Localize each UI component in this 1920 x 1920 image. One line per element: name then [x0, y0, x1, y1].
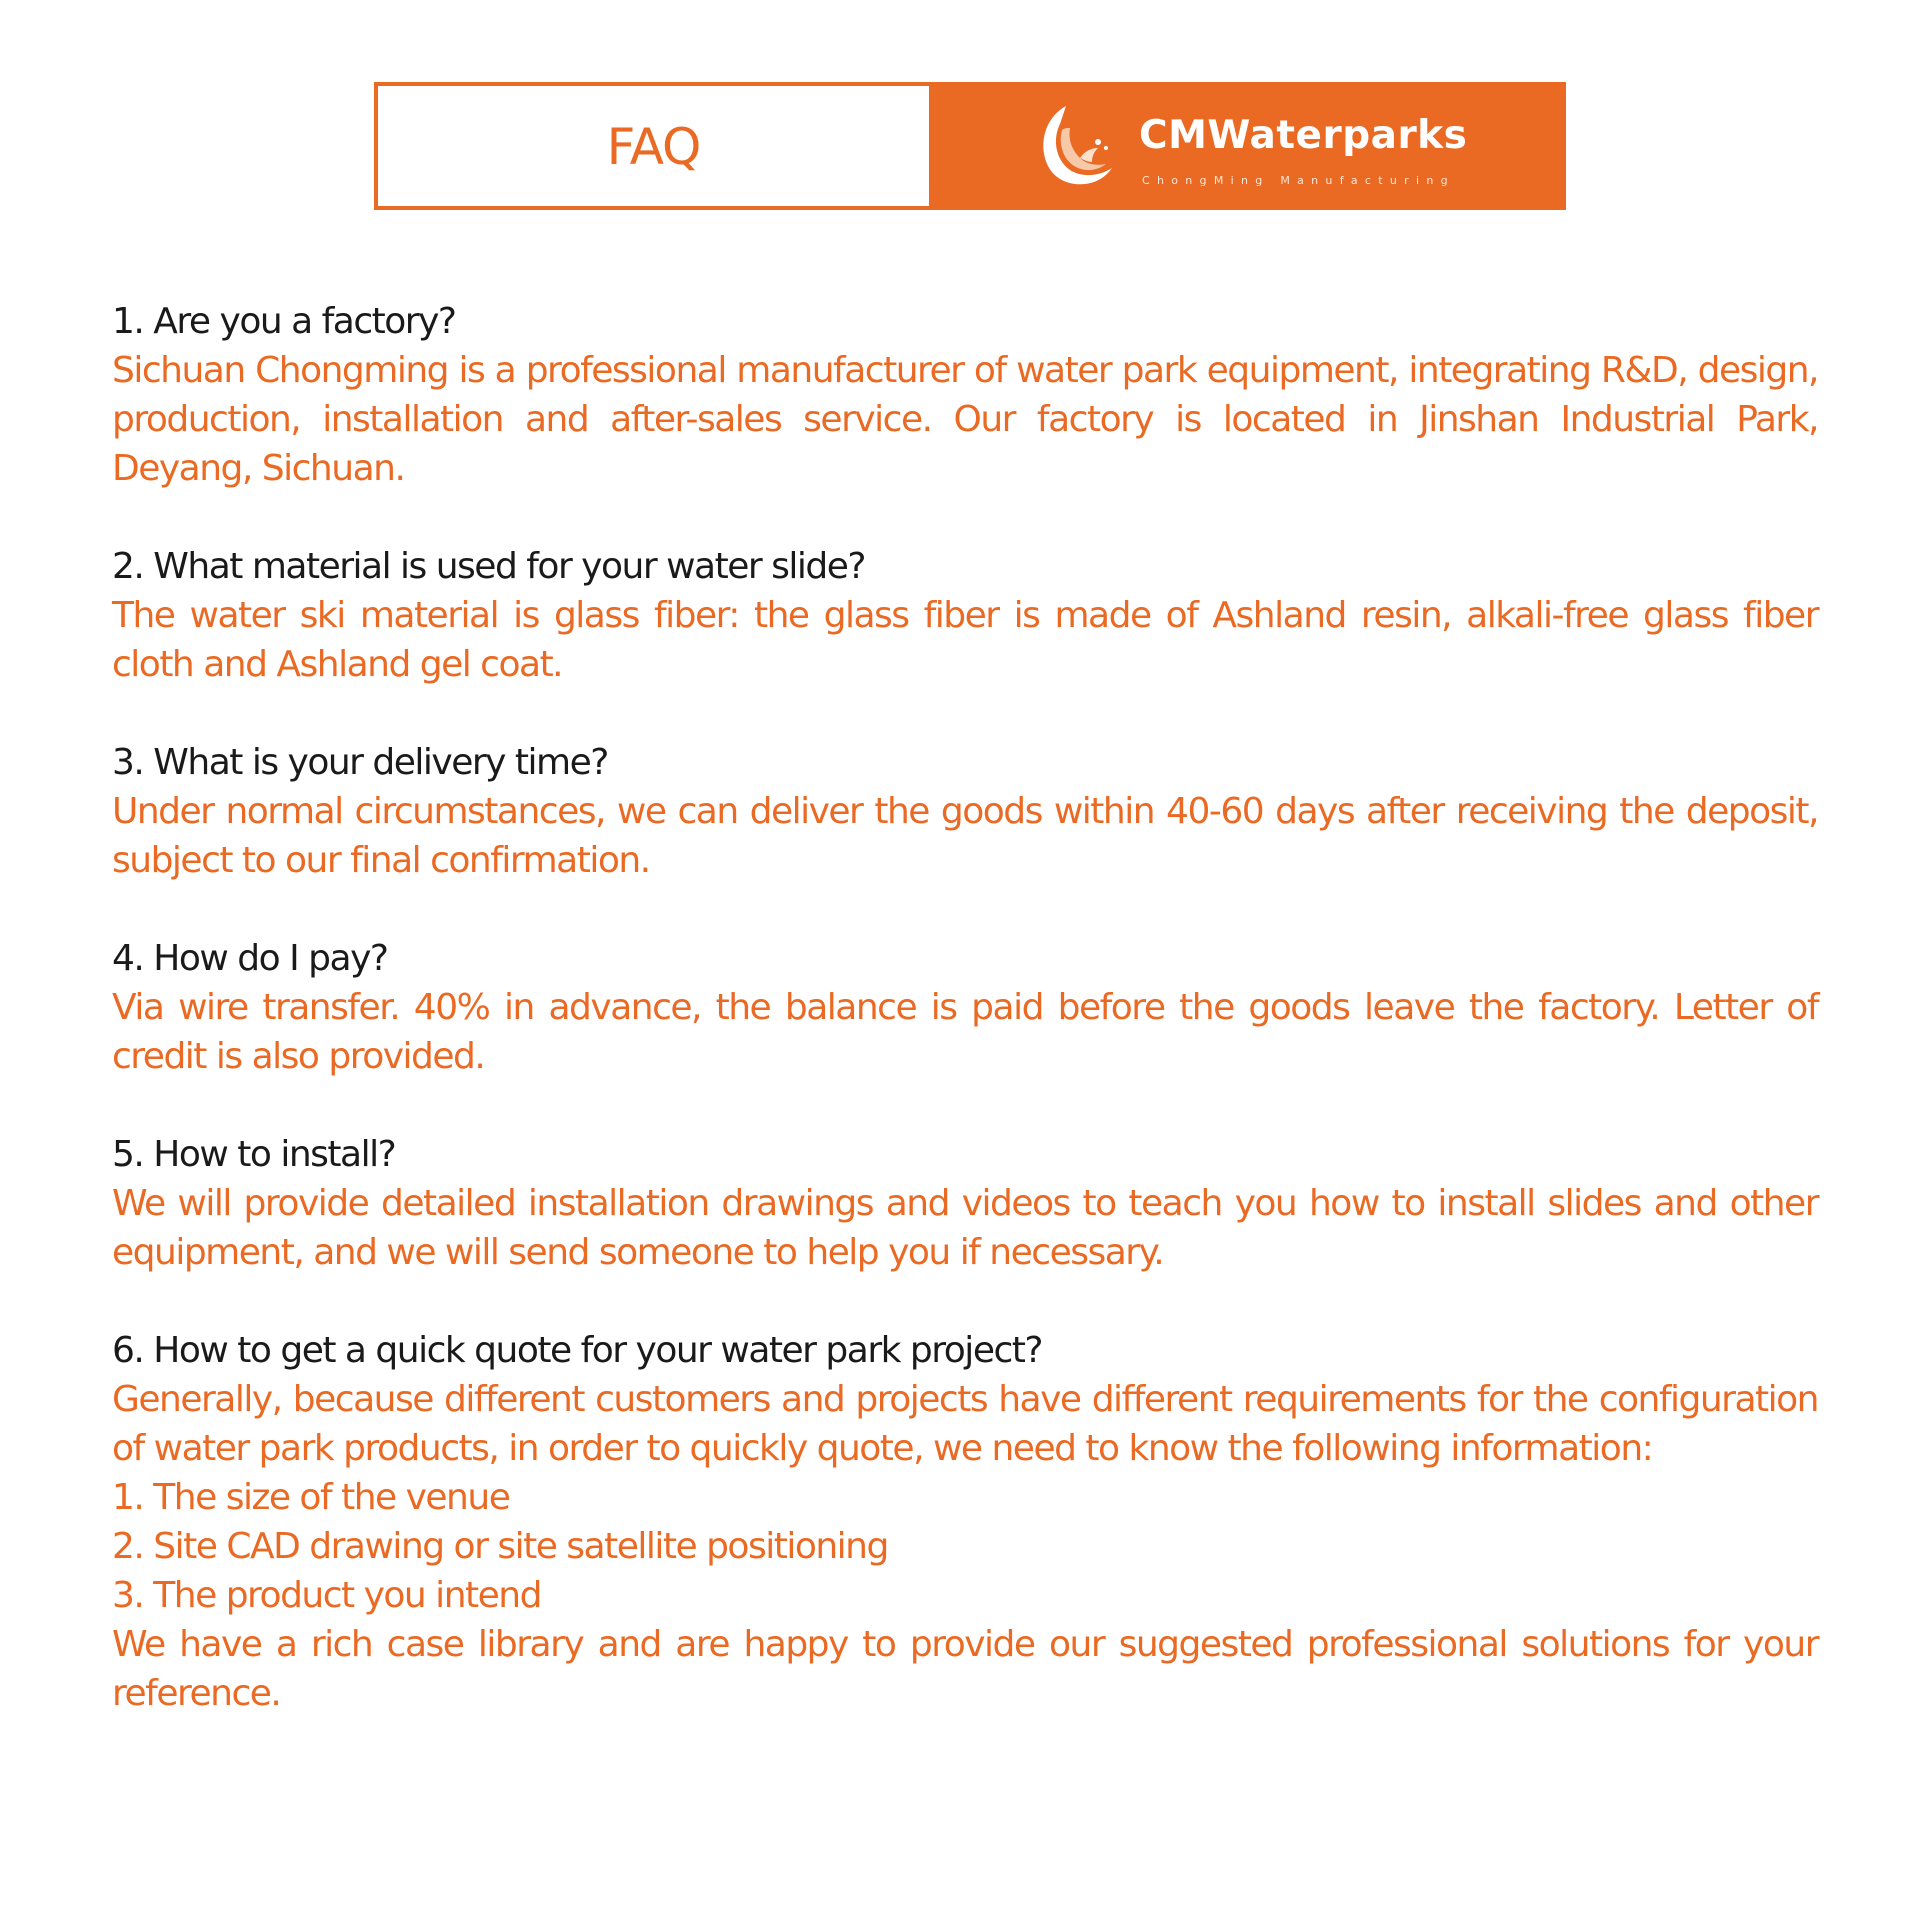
faq-item [112, 738, 1818, 885]
faq-answer-list-item: 2. Site CAD drawing or site satellite positioning [112, 1526, 888, 1567]
faq-answer-outro: We have a rich case library and are happy to provide our suggested professional solutions for your reference. [112, 1624, 1818, 1714]
faq-question: 5. How to install? [112, 1134, 396, 1175]
faq-answer: Under normal circumstances, we can deliver the goods within 40-60 days after receiving the deposit, subject to our final confirmation. [112, 791, 1818, 881]
faq-answer: Sichuan Chongming is a professional manufacturer of water park equipment, integrating R&D, design, production, installation and after-sales service. Our factory is located in Jinshan Industrial Park, Deyang, Sichuan. [112, 350, 1818, 489]
faq-question: 3. What is your delivery time? [112, 742, 608, 783]
brand-tagline: ChongMing Manufacturing [1142, 174, 1455, 187]
faq-item [112, 934, 1818, 1081]
faq-answer: The water ski material is glass fiber: the glass fiber is made of Ashland resin, alkali-free glass fiber cloth and Ashland gel coat. [112, 595, 1818, 685]
faq-item [112, 1326, 1818, 1718]
brand-box [933, 82, 1566, 210]
page-title: FAQ [606, 118, 701, 176]
faq-answer-intro: Generally, because different customers and projects have different requirements for the configuration of water park products, in order to quickly quote, we need to know the following information: [112, 1379, 1818, 1469]
faq-answer: Via wire transfer. 40% in advance, the balance is paid before the goods leave the factory. Letter of credit is also provided. [112, 987, 1818, 1077]
faq-item [112, 542, 1818, 689]
water-splash-icon [1036, 102, 1114, 190]
faq-answer-list-item: 3. The product you intend [112, 1575, 541, 1616]
brand-name: CMWaterparks [1139, 113, 1468, 158]
faq-item [112, 1130, 1818, 1277]
faq-title-box [374, 82, 933, 210]
faq-answer: We will provide detailed installation drawings and videos to teach you how to install slides and other equipment, and we will send someone to help you if necessary. [112, 1183, 1818, 1273]
faq-question: 4. How do I pay? [112, 938, 388, 979]
faq-question: 6. How to get a quick quote for your water park project? [112, 1330, 1042, 1371]
faq-answer-list-item: 1. The size of the venue [112, 1477, 510, 1518]
faq-item [112, 297, 1818, 493]
faq-list [112, 297, 1818, 1767]
header-banner [374, 82, 1566, 210]
faq-question: 2. What material is used for your water slide? [112, 546, 865, 587]
faq-question: 1. Are you a factory? [112, 301, 456, 342]
